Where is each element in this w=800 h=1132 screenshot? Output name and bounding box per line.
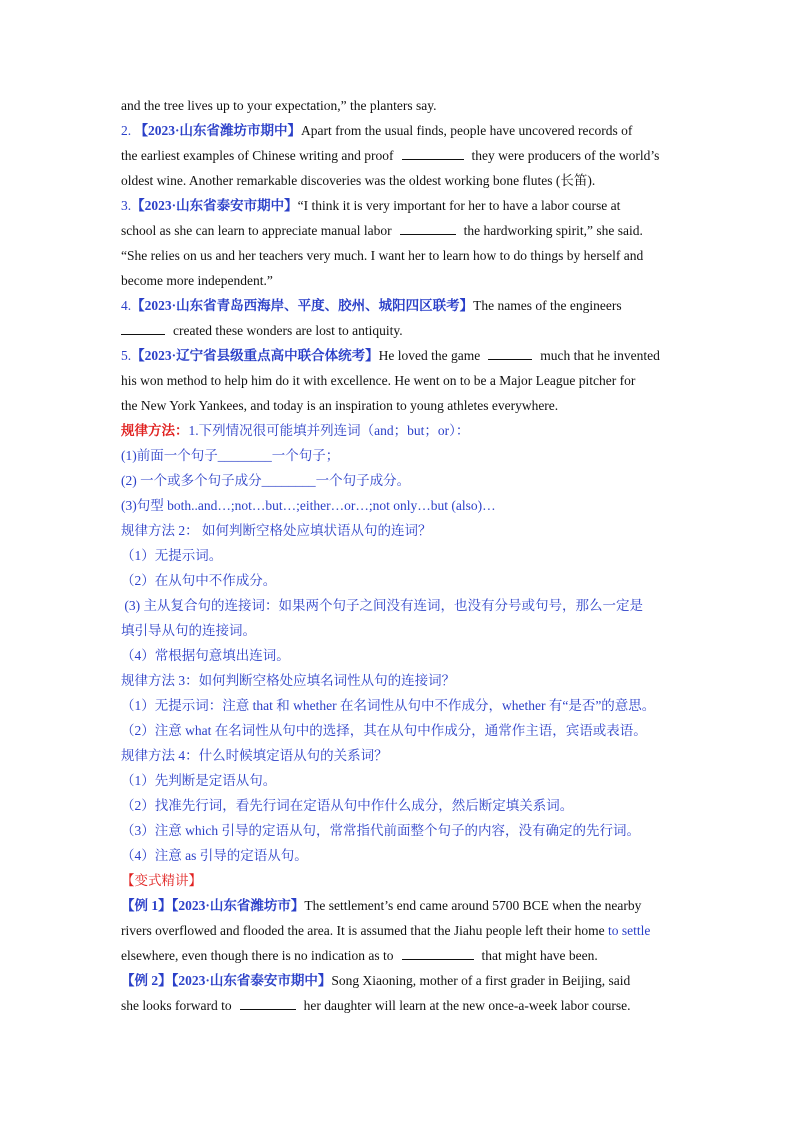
method-3-item: （2）注意 what 在名词性从句中的选择，其在从句中作成分，通常作主语，宾语或表语。	[121, 723, 647, 738]
example-2-blank[interactable]	[240, 995, 296, 1010]
example-2-line-2	[121, 993, 691, 1018]
q3-line-2	[121, 218, 691, 243]
q4-text-1: The names of the engineers	[473, 298, 622, 313]
document-page	[121, 93, 691, 1018]
q4-number: 4.	[121, 298, 132, 313]
method-2-item: （4）常根据句意填出连词。	[121, 648, 290, 663]
method-1-text: 1.下列情况很可能填并列连词（and；but；or）：	[188, 423, 470, 438]
q3-text-4: become more independent.”	[121, 273, 273, 288]
q3-line-1	[121, 193, 691, 218]
q3-line-4	[121, 268, 691, 293]
example-2-text-1: Song Xiaoning, mother of a first grader in Beijing, said	[331, 973, 631, 988]
method-3-item: （1）无提示词：注意 that 和 whether 在名词性从句中不作成分，whether 有“是否”的意思。	[121, 698, 656, 713]
q5-text-3: the New York Yankees, and today is an inspiration to young athletes everywhere.	[121, 398, 559, 413]
example-2-source: 【2023·山东省泰安市期中】	[171, 973, 332, 988]
method-1-heading	[121, 418, 691, 443]
example-1-text-3a: elsewhere, even though there is no indication as to	[121, 948, 394, 963]
q2-text-2b: they were producers of the world’s	[471, 148, 660, 163]
method-4-heading: 规律方法 4：什么时候填定语从句的关系词？	[121, 748, 388, 763]
q3-text-2a: school as she can learn to appreciate manual labor	[121, 223, 392, 238]
method-4-item: （1）先判断是定语从句。	[121, 773, 277, 788]
q5-source: 【2023·辽宁省县级重点高中联合体统考】	[131, 348, 379, 363]
method-1-item: (2) 一个或多个句子成分________一个句子成分。	[121, 473, 411, 488]
q2-line-2	[121, 143, 691, 168]
example-2-text-2a: she looks forward to	[121, 998, 232, 1013]
q5-text-2: his won method to help him do it with excellence. He went on to be a Major League pitcher for	[121, 373, 636, 388]
method-2-item: （1）无提示词。	[121, 548, 223, 563]
q1-continuation	[121, 93, 691, 118]
q5-line-1	[121, 343, 691, 368]
method-2-heading: 规律方法 2： 如何判断空格处应填状语从句的连词？	[121, 523, 432, 538]
example-1-blank[interactable]	[402, 945, 474, 960]
example-2-text-2b: her daughter will learn at the new once-a-week labor course.	[303, 998, 631, 1013]
method-1-item: (1)前面一个句子________一个句子；	[121, 448, 340, 463]
q3-text-2b: the hardworking spirit,” she said.	[463, 223, 643, 238]
example-2-label: 【例 2】	[121, 973, 172, 988]
variants-heading: 【变式精讲】	[121, 873, 202, 888]
q2-number: 2.	[121, 123, 132, 138]
q5-blank[interactable]	[488, 345, 532, 360]
method-4-item: （2）找准先行词，看先行词在定语从句中作什么成分，然后断定填关系词。	[121, 798, 574, 813]
q2-source: 【2023·山东省潍坊市期中】	[134, 123, 302, 138]
example-1-line-2	[121, 918, 691, 943]
q3-line-3	[121, 243, 691, 268]
q3-number: 3.	[121, 198, 132, 213]
method-4-item: （3）注意 which 引导的定语从句，常常指代前面整个句子的内容，没有确定的先行词。	[121, 823, 640, 838]
q5-number: 5.	[121, 348, 132, 363]
q4-source: 【2023·山东省青岛西海岸、平度、胶州、城阳四区联考】	[131, 298, 474, 313]
q4-text-2: created these wonders are lost to antiquity.	[173, 323, 403, 338]
example-1-text-2a: rivers overflowed and flooded the area. It is assumed that the Jiahu people left their home	[121, 923, 605, 938]
example-1-line-3	[121, 943, 691, 968]
q2-text-1: Apart from the usual finds, people have uncovered records of	[301, 123, 633, 138]
q1-text: and the tree lives up to your expectation,” the planters say.	[121, 98, 437, 113]
q2-text-3: oldest wine. Another remarkable discoveries was the oldest working bone flutes (长笛).	[121, 173, 596, 188]
method-4-item: （4）注意 as 引导的定语从句。	[121, 848, 308, 863]
example-1-line-1	[121, 893, 691, 918]
method-2-item: (3) 主从复合句的连接词：如果两个句子之间没有连词，也没有分号或句号，那么一定是	[121, 598, 643, 613]
q3-text-3: “She relies on us and her teachers very much. I want her to learn how to do things by herself and	[121, 248, 644, 263]
method-1-label: 规律方法：	[121, 423, 189, 438]
example-1-text-3b: that might have been.	[481, 948, 598, 963]
example-1-text-1: The settlement’s end came around 5700 BCE when the nearby	[304, 898, 642, 913]
q5-text-1a: He loved the game	[378, 348, 481, 363]
example-1-source: 【2023·山东省潍坊市】	[171, 898, 305, 913]
method-2-item: （2）在从句中不作成分。	[121, 573, 277, 588]
q5-line-3	[121, 393, 691, 418]
q2-blank[interactable]	[402, 145, 464, 160]
example-2-line-1	[121, 968, 691, 993]
q4-blank[interactable]	[121, 320, 165, 335]
q2-line-1	[121, 118, 691, 143]
example-1-label: 【例 1】	[121, 898, 172, 913]
q3-text-1: “I think it is very important for her to have a labor course at	[297, 198, 621, 213]
q3-source: 【2023·山东省泰安市期中】	[131, 198, 298, 213]
method-2-item: 填引导从句的连接词。	[121, 623, 256, 638]
method-3-heading: 规律方法 3：如何判断空格处应填名词性从句的连接词？	[121, 673, 456, 688]
q5-text-1b: much that he invented	[540, 348, 660, 363]
q4-line-2	[121, 318, 691, 343]
q2-text-2a: the earliest examples of Chinese writing and proof	[121, 148, 394, 163]
q2-line-3	[121, 168, 691, 193]
q5-line-2	[121, 368, 691, 393]
q4-line-1	[121, 293, 691, 318]
method-1-item: (3)句型 both..and…;not…but…;either…or…;not only…but (also)…	[121, 498, 496, 513]
example-1-answer: to settle	[607, 923, 651, 938]
q3-blank[interactable]	[400, 220, 456, 235]
